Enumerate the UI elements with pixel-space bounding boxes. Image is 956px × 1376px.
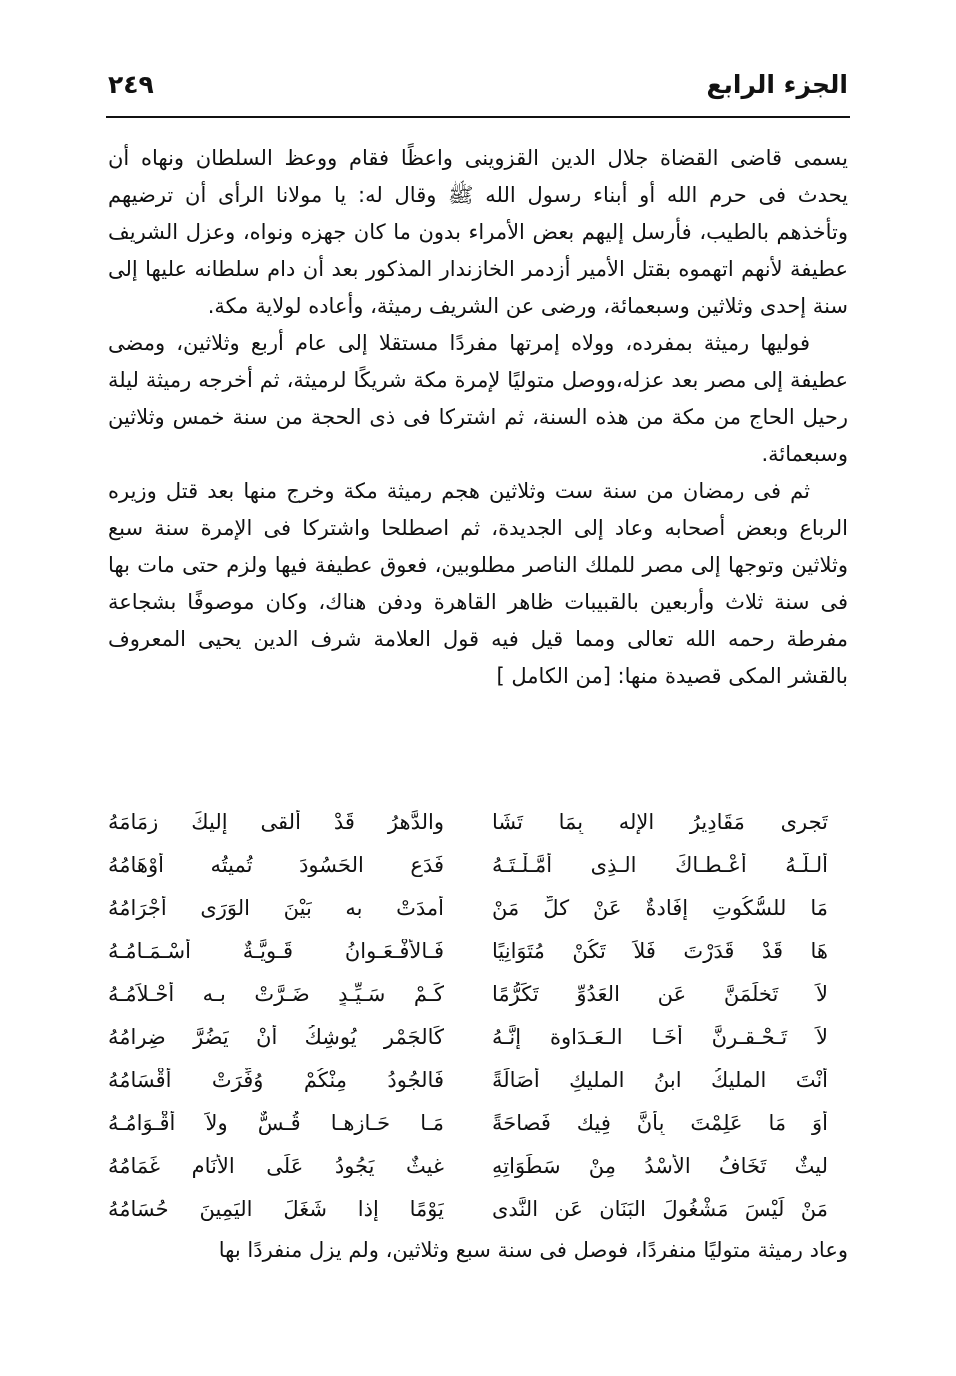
paragraph: فوليها رميثة بمفرده، وولاه إمرتها مفردًا مستقلا إلى عام أربع وثلاثين، ومضى عطيفة إلى مصر بعد عزله،ووصل متوليًا لإمرة مكة شريكًا لرميثة، ثم أخرجه رميثة ليلة رحيل الحاج من مكة من هذه السنة، ثم اشتركا فى ذى الحجة من سنة خمس وثلاثين وسبعمائة. <box>108 331 848 466</box>
poem-verse <box>108 929 848 972</box>
verse-second-hemistich: أَمدَتْ به بَيْنَ الوَرَى أَجْرَامُهُ <box>108 895 444 920</box>
verse-first-hemistich: مَا للسُّكُوتِ إِفَادةٌ عَنْ كلِّ مَنْ <box>492 895 828 920</box>
closing-line: وعاد رميثة متوليًا منفردًا، فوصل فى سنة سبع وثلاثين، ولم يزل منفردًا بها <box>218 1238 848 1262</box>
verse-first-hemistich: أَوَ مَا عَلِمْتَ بِأَنَّ فِيك فَصاحَةً <box>492 1110 828 1135</box>
verse-second-hemistich: كَـمْ سَـيِّـدٍ ضَـرَّتْ بـه أَحْـلاَمُـهُ <box>108 981 444 1006</box>
body-text <box>108 140 848 695</box>
page-header <box>108 62 848 106</box>
poem-verse <box>108 886 848 929</box>
poem-verse <box>108 843 848 886</box>
page-number: ٢٤٩ <box>108 69 154 99</box>
paragraph: يسمى قاضى القضاة جلال الدين القزوينى واعظًا فقام ووعظ السلطان ونهاه أن يحدث فى حرم الله أو أبناء رسول الله ﷺ وقال له: يا مولانا الرأى أن ترضيهم وتأخذهم بالطيب، فأرسل إليهم بعض الأمراء بدون ما كان جهزه ونواه، وعزل الشريف عطيفة لأنهم اتهموه بقتل الأمير أزدمر الخازندار المذكور بعد أن دام سلطانه عليها إلى سنة إحدى وثلاثين وسبعمائة، ورضى عن الشريف رميثة، وأعاده لولاية مكة. <box>108 146 848 318</box>
poem-verse <box>108 1058 848 1101</box>
header-rule <box>106 116 850 118</box>
poem-verse <box>108 1015 848 1058</box>
poem-verse <box>108 1101 848 1144</box>
verse-first-hemistich: هَا قَدْ قَدَرْتَ فَلاَ تَكُنْ مُتَوَانِيًا <box>492 938 828 963</box>
verse-first-hemistich: لاَ تَـحْـقـرنَّ أَخَـا الـعَـدَاوة إِنَّـهُ <box>492 1024 828 1049</box>
poem-verse <box>108 800 848 843</box>
verse-second-hemistich: فَدَعِ الحَسُودَ تُميتُه أَوْهَامُهُ <box>108 852 444 877</box>
paragraph: ثم فى رمضان من سنة ست وثلاثين هجم رميثة مكة وخرج منها بعد قتل وزيره الرباع وبعض أصحابه وعاد إلى الجديدة، ثم اصطلحا واشتركا فى الإمرة سنة سبع وثلاثين وتوجها إلى مصر للملك الناصر مطلوبين، فعوق عطيفة فيها ولزم حتى مات بها فى سنة ثلاث وأربعين بالقبيبات ظاهر القاهرة ودفن هناك، وكان موصوفًا بشجاعة مفرطة رحمه الله تعالى ومما قيل فيه قول العلامة شرف الدين يحيى المعروف بالقشر المكى قصيدة منها: [من الكامل ] <box>108 479 848 688</box>
verse-first-hemistich: أَنْتَ المليكُ ابنُ المليكِ أَصَالَةً <box>492 1067 828 1092</box>
verse-second-hemistich: مَـا حَـازهـا قُـسٌّ ولاَ أَقْـوَامُـهُ <box>108 1110 444 1135</box>
verse-first-hemistich: تَجرِى مَقَادِيرُ الإِله بِمَا تَشَا <box>492 809 828 834</box>
poem-verse <box>108 1187 848 1230</box>
verse-first-hemistich: مَنْ لَيْسَ مَشْغُولَ البَنَانِ عَنِ النَّدى <box>492 1196 828 1221</box>
verse-second-hemistich: كَالجَمْرِ يُوشِكُ أَنْ يَضُرَّ ضِرامُهُ <box>108 1024 444 1049</box>
verse-second-hemistich: فَالجُودُ مِنْكُمْ وُفِّرَتْ أَقْسَامُهُ <box>108 1067 444 1092</box>
verse-second-hemistich: يَوْمًا إذا شَغَلَ اليَمِينَ حُسَامُهُ <box>108 1196 444 1221</box>
poem-verse <box>108 1144 848 1187</box>
running-title: الجزء الرابع <box>706 69 848 99</box>
verse-first-hemistich: أَلـلّـهُ أَعْـطـاكَ الـذِى أَمَّـلْـتَـهُ <box>492 852 828 877</box>
verse-first-hemistich: لاَ تَخلَمَنَّ عَنِ العَدُوِّ تَكَرُّمًا <box>492 981 828 1006</box>
verse-second-hemistich: غيثٌ يَجُودُ عَلَى الأَنَامِ غَمَامُهُ <box>108 1153 444 1178</box>
poem-verse <box>108 972 848 1015</box>
verse-first-hemistich: ليثٌ تَخَافُ الأُسْدُ مِنْ سَطَوَاتِهِ <box>492 1153 828 1178</box>
verse-second-hemistich: فَـالأَفْـعَـوانُ قَـوِيَّـةٌ أَسْـمَـامُـهُ <box>108 938 444 963</box>
verse-second-hemistich: والدَّهرُ قَدْ ألقى إليكَ زِمَامَهُ <box>108 809 444 834</box>
poem <box>108 800 848 1230</box>
